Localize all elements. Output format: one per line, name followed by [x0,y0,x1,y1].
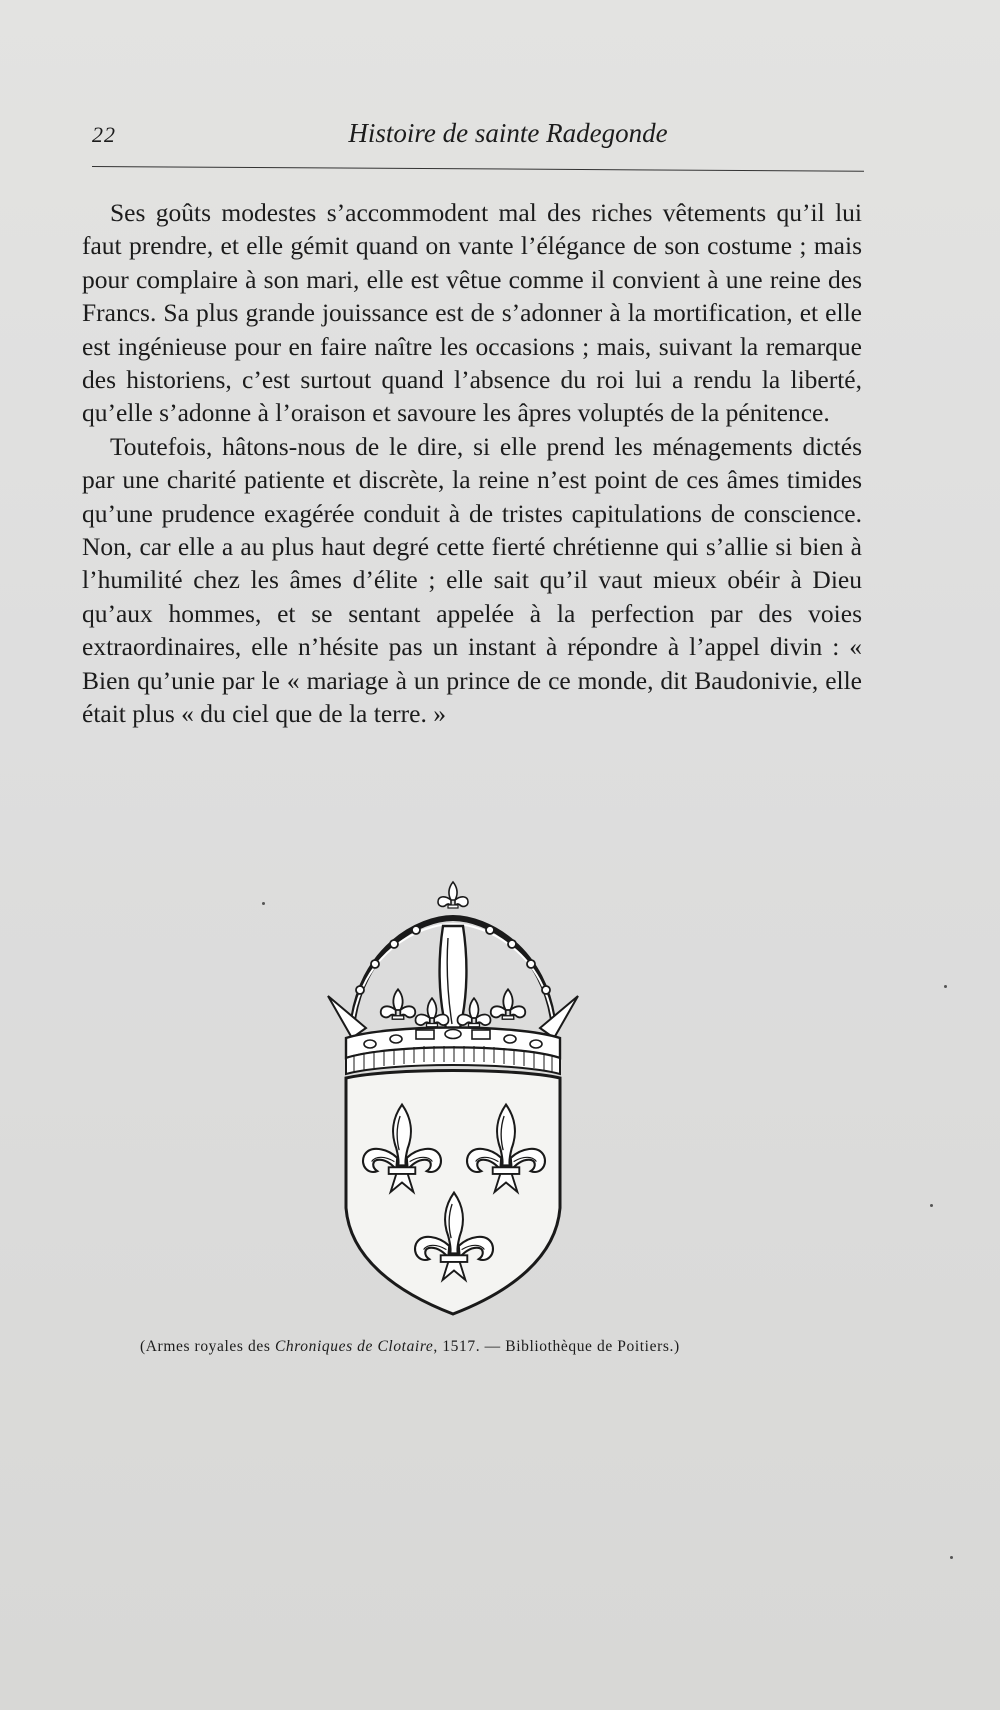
page-number: 22 [92,122,116,147]
page-header [92,118,864,164]
paper-speck [950,1556,953,1559]
header-rule [92,166,864,172]
royal-arms-crown-fleur-de-lis-icon [320,878,586,1316]
paper-speck [262,902,265,905]
caption-work-title: Chroniques de Clotaire [274,1338,434,1355]
paragraph: Ses goûts modestes s’accommodent mal des riches vêtements qu’il lui faut prendre, et elle gémit quand on vante l’élégance de son costume ; mais pour complaire à son mari, elle est vêtue comme il convient à une reine des Francs. Sa plus grande jouissance est de s’adonner à la mortification, et elle est ingénieuse pour en faire naître les occasions ; mais, suivant la remarque des historiens, c’est surtout quand l’absence du roi lui a rendu la liberté, qu’elle s’adonne à l’oraison et savoure les âpres voluptés de la pénitence. [82,198,862,428]
paper-speck [944,985,947,988]
body-text [82,196,862,731]
caption-rest: , 1517. — Bibliothèque de Poitiers.) [433,1338,680,1355]
running-title: Histoire de sainte Radegonde [348,118,668,148]
royal-arms-figure [320,878,586,1316]
paragraph: Toutefois, hâtons-nous de le dire, si elle prend les ménagements dictés par une charité patiente et discrète, la reine n’est point de ces âmes timides qu’une prudence exagérée conduit à de tristes capitulations de conscience. Non, car elle a au plus haut degré cette fierté chrétienne qui s’allie si bien à l’humilité chez les âmes d’élite ; elle sait qu’il vaut mieux obéir à Dieu qu’aux hommes, et se sentant appelée à la perfection par des voies extraordinaires, elle n’hésite pas un instant à répondre à l’appel divin : « Bien qu’unie par le « mariage à un prince de ce monde, dit Baudonivie, elle était plus « du ciel que de la terre. » [82,431,862,729]
caption-open: (Armes royales des [140,1338,275,1355]
paper-speck [930,1204,933,1207]
figure-caption [140,1338,860,1356]
